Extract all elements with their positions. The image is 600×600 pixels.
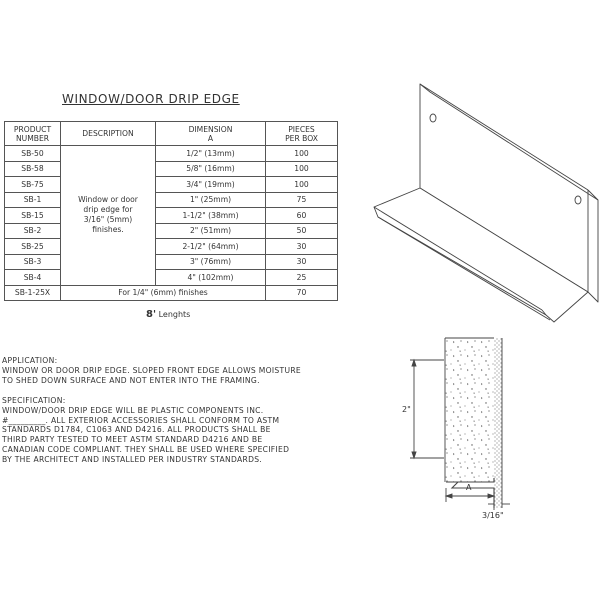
height-dimension-label: 2"	[402, 405, 411, 414]
product-number: SB-75	[5, 177, 61, 193]
specification-line: STANDARDS D1784, C1063 AND D4216. ALL PRODUCTS SHALL BE	[2, 425, 271, 435]
table-row	[5, 192, 338, 208]
header-product-line1: PRODUCT	[13, 124, 52, 134]
specification-line: BY THE ARCHITECT AND INSTALLED PER INDUSTRY STANDARDS.	[2, 454, 263, 464]
lengths-label: Lenghts	[158, 310, 191, 319]
application-line: TO SHED DOWN SURFACE AND NOT ENTER INTO THE FRAMING.	[2, 375, 260, 385]
stucco-finish	[445, 338, 494, 482]
product-number: SB-3	[5, 254, 61, 270]
description-line: finishes.	[92, 225, 124, 235]
header-product-line2: NUMBER	[15, 133, 50, 143]
pieces-value: 50	[266, 223, 338, 239]
product-table	[4, 121, 338, 301]
thickness-dimension-label: 3/16"	[482, 511, 504, 520]
header-product	[5, 122, 61, 146]
description-line: Window or door	[78, 195, 138, 205]
sheathing-layer	[494, 338, 502, 508]
pieces-value: 25	[266, 270, 338, 286]
header-dimension-line2: A	[207, 133, 214, 143]
description-cell: For 1/4" (6mm) finishes	[61, 285, 266, 301]
specification-line: WINDOW/DOOR DRIP EDGE WILL BE PLASTIC COMPONENTS INC.	[2, 405, 264, 415]
dimension-value: 1" (25mm)	[156, 192, 266, 208]
table-row	[5, 208, 338, 224]
description-line: 3/16" (5mm)	[83, 215, 133, 225]
description-cell	[61, 146, 156, 286]
specification-line: #_________. ALL EXTERIOR ACCESSORIES SHALL CONFORM TO ASTM	[2, 415, 280, 425]
pieces-value: 60	[266, 208, 338, 224]
isometric-drip-edge-drawing	[360, 70, 600, 330]
product-number: SB-25	[5, 239, 61, 255]
pieces-value: 30	[266, 239, 338, 255]
drip-edge-profile	[452, 478, 494, 508]
specification-heading: SPECIFICATION:	[2, 396, 66, 405]
dimension-value: 5/8" (16mm)	[156, 161, 266, 177]
pieces-value: 100	[266, 177, 338, 193]
table-row	[5, 223, 338, 239]
table-row	[5, 270, 338, 286]
table-row	[5, 161, 338, 177]
product-number: SB-1	[5, 192, 61, 208]
product-number: SB-58	[5, 161, 61, 177]
table-header-row	[5, 122, 338, 146]
dimension-value: 1/2" (13mm)	[156, 146, 266, 162]
product-number: SB-4	[5, 270, 61, 286]
table-row	[5, 285, 338, 301]
pieces-value: 30	[266, 254, 338, 270]
dimension-value: 2" (51mm)	[156, 223, 266, 239]
lengths-value: 8'	[146, 309, 157, 320]
specification-note	[2, 396, 289, 465]
product-number: SB-15	[5, 208, 61, 224]
specification-line: CANADIAN CODE COMPLIANT. THEY SHALL BE USED WHERE SPECIFIED	[2, 444, 290, 454]
header-pieces	[266, 122, 338, 146]
dimension-value: 3" (76mm)	[156, 254, 266, 270]
specification-line: THIRD PARTY TESTED TO MEET ASTM STANDARD D4216 AND BE	[2, 435, 263, 445]
header-pieces-line2: PER BOX	[285, 133, 318, 143]
header-description: DESCRIPTION	[61, 122, 156, 146]
header-dimension-line1: DIMENSION	[188, 124, 233, 134]
pieces-value: 70	[266, 285, 338, 301]
drawing-title: WINDOW/DOOR DRIP EDGE	[62, 92, 240, 106]
application-heading: APPLICATION:	[2, 356, 58, 365]
table-row	[5, 239, 338, 255]
header-pieces-line1: PIECES	[288, 124, 315, 134]
dimension-value: 4" (102mm)	[156, 270, 266, 286]
header-dimension	[156, 122, 266, 146]
section-drawing	[400, 330, 540, 520]
pieces-value: 100	[266, 161, 338, 177]
description-line: drip edge for	[83, 205, 133, 215]
table-row	[5, 177, 338, 193]
product-number: SB-1-25X	[5, 285, 61, 301]
dimension-value: 3/4" (19mm)	[156, 177, 266, 193]
lengths-note	[146, 309, 190, 320]
dimension-value: 1-1/2" (38mm)	[156, 208, 266, 224]
application-note	[2, 356, 301, 385]
dimension-value: 2-1/2" (64mm)	[156, 239, 266, 255]
table-row	[5, 146, 338, 162]
width-dimension-label: A	[466, 483, 472, 492]
pieces-value: 100	[266, 146, 338, 162]
pieces-value: 75	[266, 192, 338, 208]
table-row	[5, 254, 338, 270]
product-number: SB-50	[5, 146, 61, 162]
product-number: SB-2	[5, 223, 61, 239]
application-line: WINDOW OR DOOR DRIP EDGE. SLOPED FRONT EDGE ALLOWS MOISTURE	[2, 365, 302, 375]
